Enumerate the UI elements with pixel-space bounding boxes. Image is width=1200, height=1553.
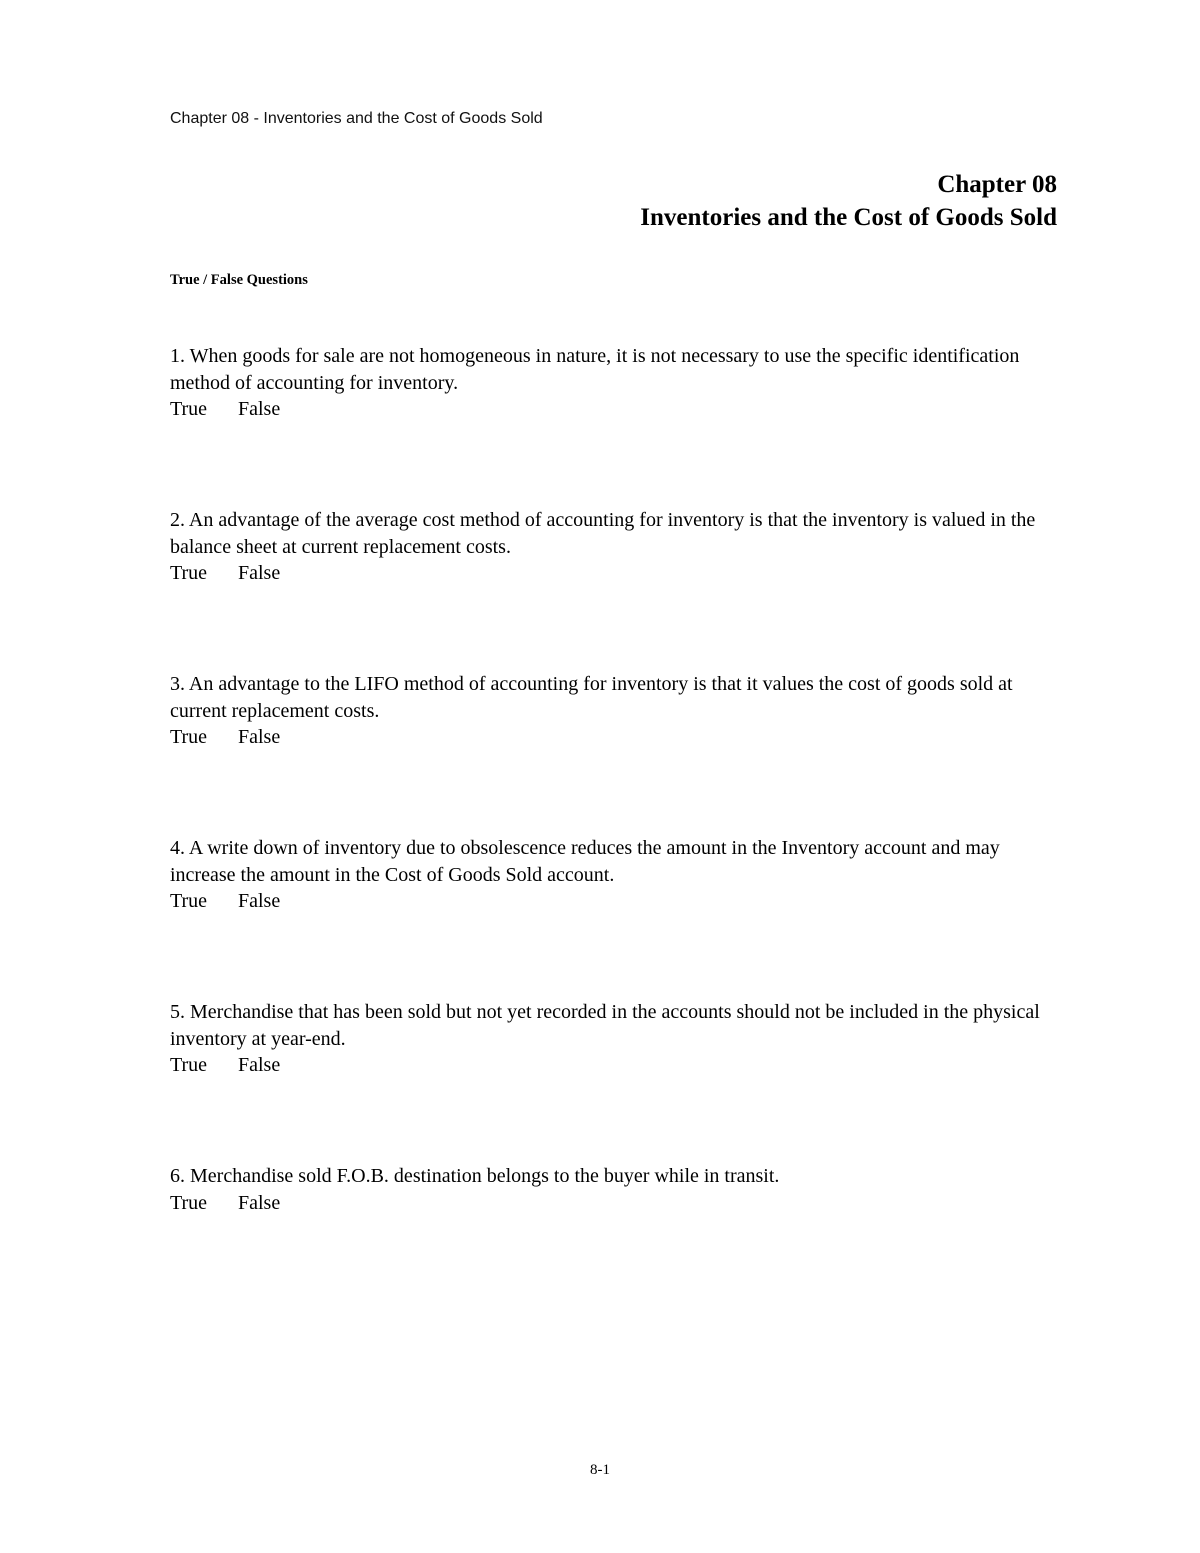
chapter-title	[640, 168, 1057, 234]
question-6	[170, 1163, 1070, 1216]
answer-options	[170, 724, 1070, 751]
option-true: True	[170, 726, 208, 748]
question-text: 5. Merchandise that has been sold but not yet recorded in the accounts should not be included in the physical inventory at year-end.	[170, 1001, 1040, 1050]
option-false: False	[238, 1191, 281, 1214]
question-text: 4. A write down of inventory due to obsolescence reduces the amount in the Inventory account and may increase the amount in the Cost of Goods Sold account.	[170, 837, 1000, 886]
option-true: True	[170, 398, 208, 420]
option-false: False	[238, 398, 281, 420]
answer-options	[170, 560, 1070, 587]
running-header: Chapter 08 - Inventories and the Cost of Goods Sold	[170, 110, 543, 127]
option-true: True	[170, 1191, 208, 1214]
option-false: False	[238, 1054, 281, 1076]
question-2	[170, 507, 1070, 587]
answer-options	[170, 1190, 1070, 1217]
chapter-number: Chapter 08	[937, 171, 1057, 198]
option-true: True	[170, 890, 208, 912]
question-text: 2. An advantage of the average cost method of accounting for inventory is that the inventory is valued in the balance sheet at current replacement costs.	[170, 509, 1036, 558]
answer-options	[170, 888, 1070, 915]
question-text: 1. When goods for sale are not homogeneous in nature, it is not necessary to use the specific identification method of accounting for inventory.	[170, 345, 1020, 394]
option-true: True	[170, 1054, 208, 1076]
answer-options	[170, 1052, 1070, 1079]
option-true: True	[170, 562, 208, 584]
section-heading: True / False Questions	[170, 272, 308, 288]
chapter-name: Inventories and the Cost of Goods Sold	[640, 204, 1057, 231]
answer-options	[170, 396, 1070, 423]
question-1	[170, 343, 1070, 423]
question-4	[170, 835, 1070, 915]
question-3	[170, 671, 1070, 751]
question-text: 3. An advantage to the LIFO method of accounting for inventory is that it values the cost of goods sold at current replacement costs.	[170, 673, 1013, 722]
page-number: 8-1	[590, 1462, 610, 1478]
question-text: 6. Merchandise sold F.O.B. destination belongs to the buyer while in transit.	[170, 1165, 780, 1187]
question-5	[170, 999, 1070, 1079]
option-false: False	[238, 726, 281, 748]
option-false: False	[238, 562, 281, 584]
option-false: False	[238, 890, 281, 912]
